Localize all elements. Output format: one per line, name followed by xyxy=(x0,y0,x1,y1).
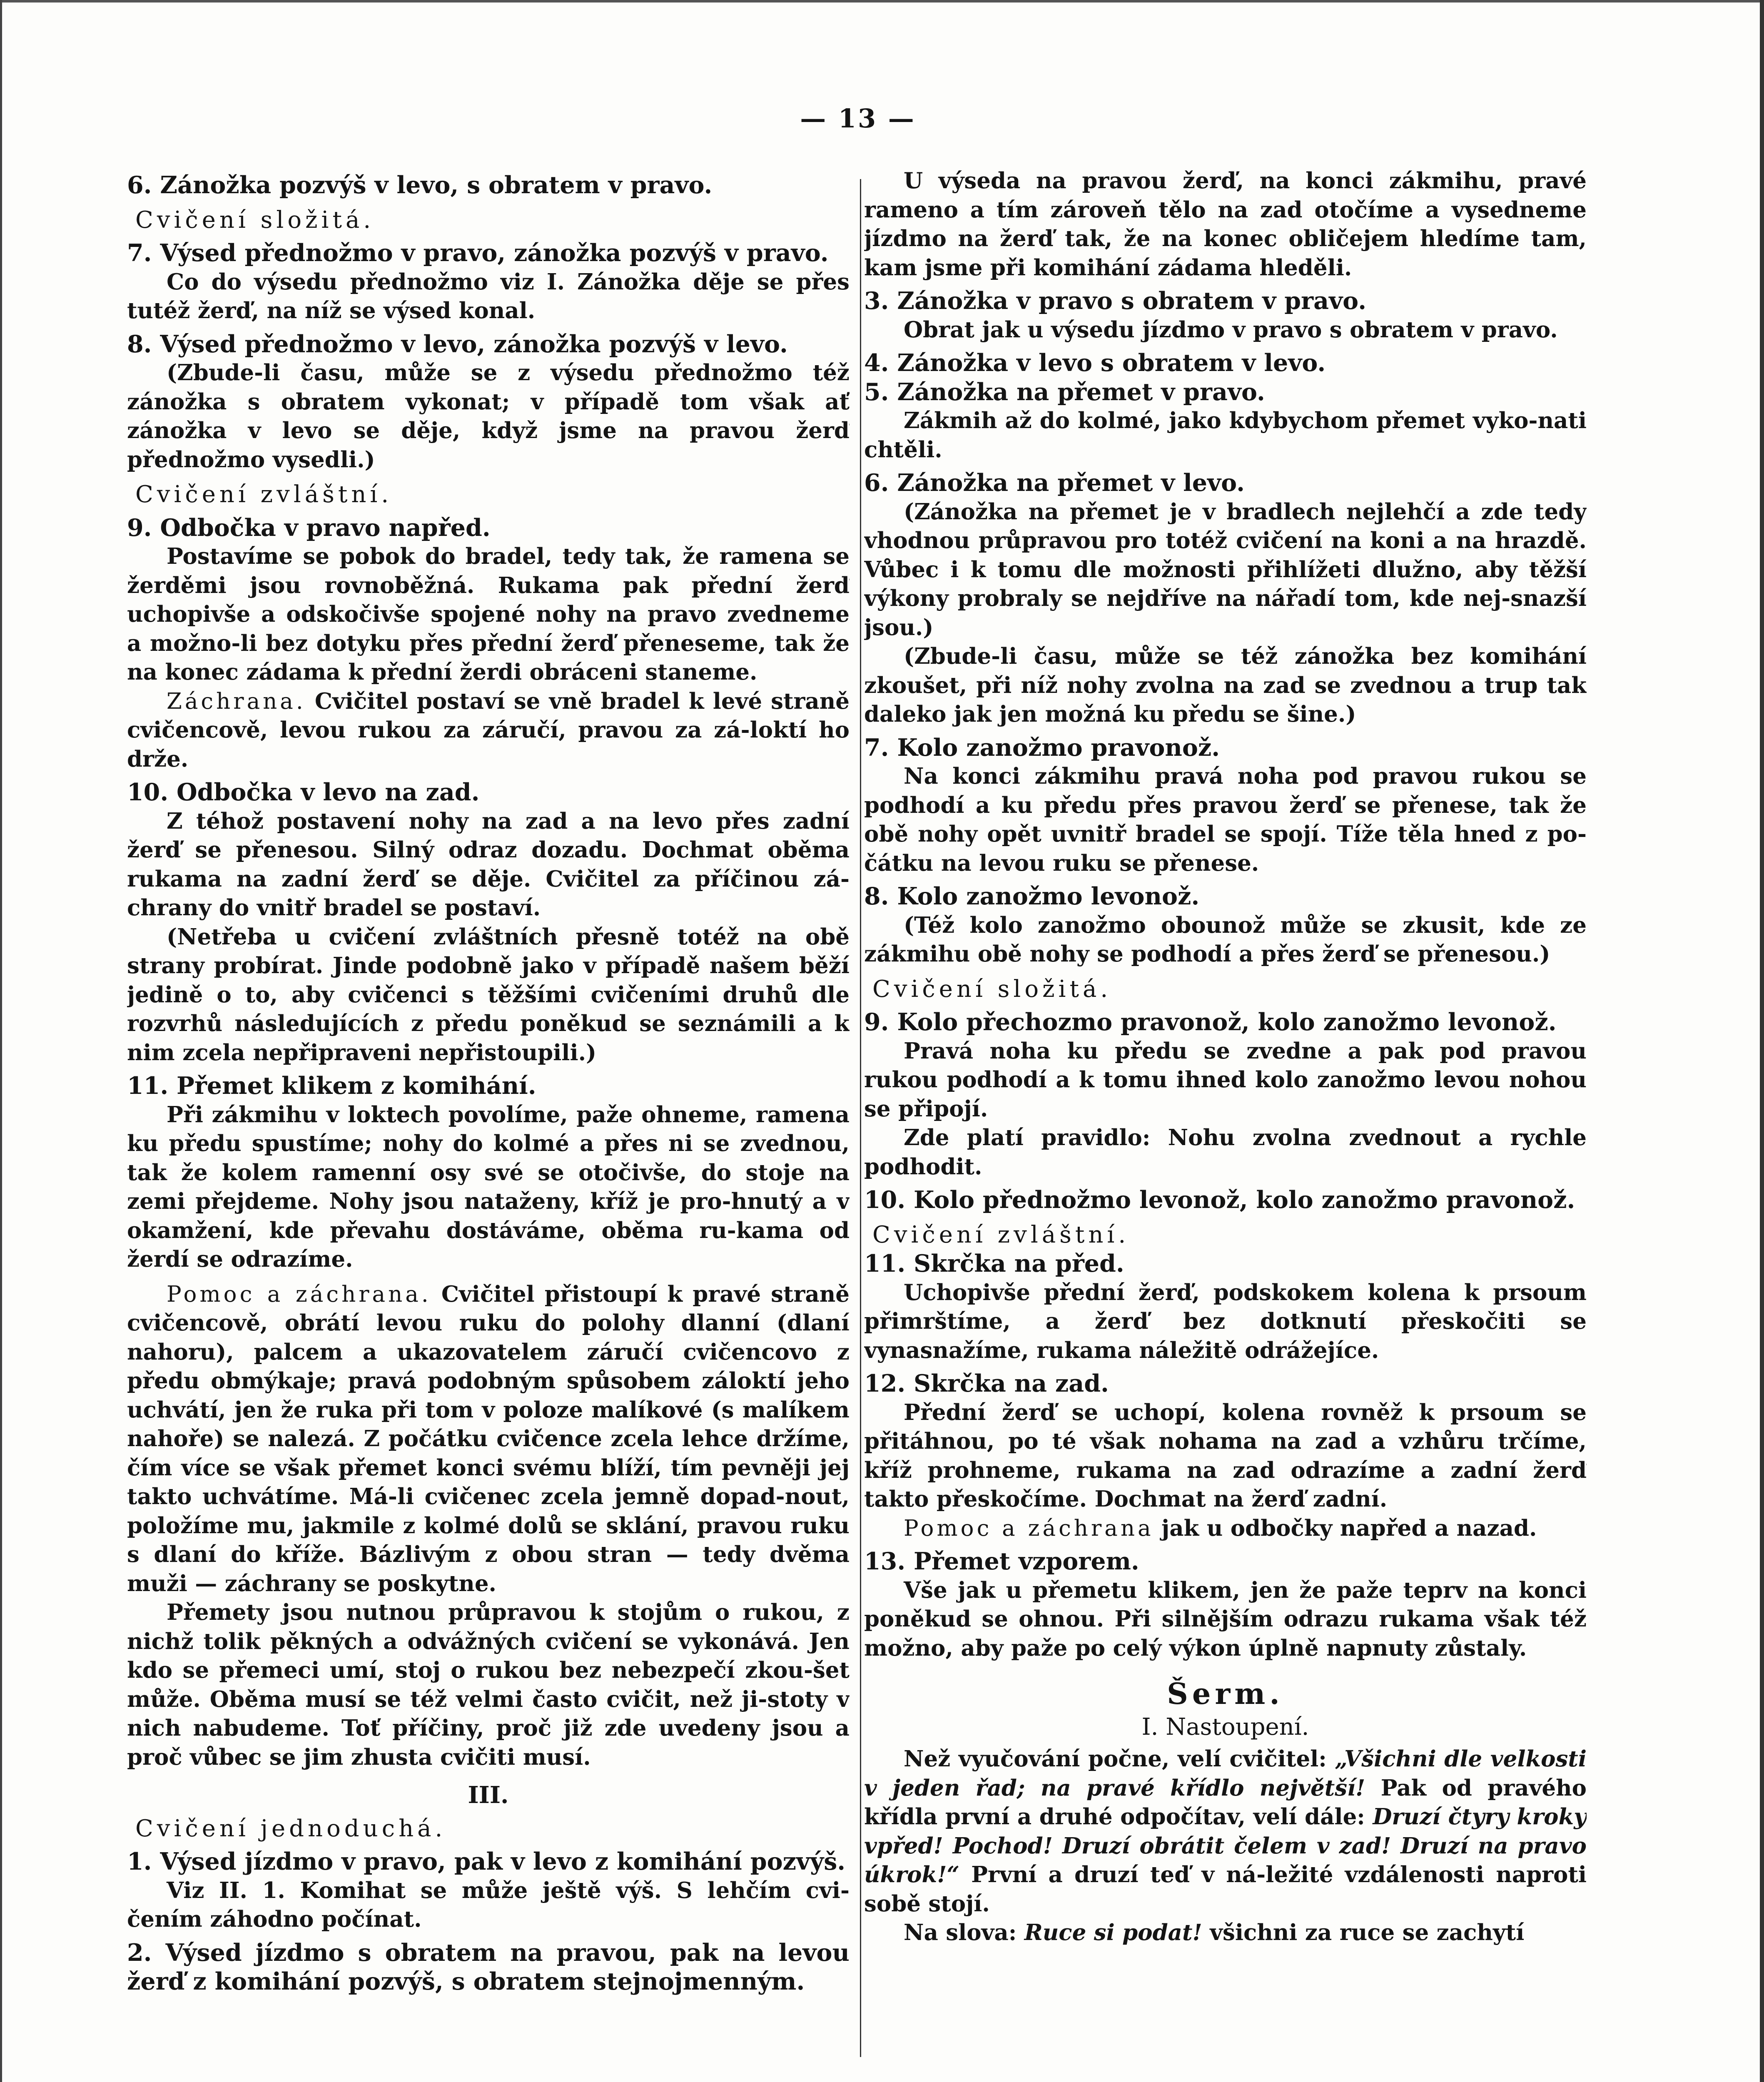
paragraph: Obrat jak u výsedu jízdmo v pravo s obratem v pravo. xyxy=(904,316,1558,343)
paragraph: (Zánožka na přemet je v bradlech nejlehčí a zde tedy vhodnou průpravou pro totéž cvičení na koni a na hrazdě. Vůbec i k tomu dle možnosti přihlížeti dlužno, aby těžší výkony probraly se nejdříve na nářadí tom, kde nej-snazší jsou.) xyxy=(864,498,1587,640)
exercise-heading: 6. Zánožka pozvýš v levo, s obratem v pravo. xyxy=(127,171,713,199)
exercise-heading: 11. Přemet klikem z komihání. xyxy=(127,1072,536,1100)
paragraph: Viz II. 1. Komihat se může ještě výš. S lehčím cvi-čením záhodno počínat. xyxy=(127,1877,850,1932)
paragraph: (Též kolo zanožmo obounož může se zkusit, kde ze zákmihu obě nohy se podhodí a přes žerď se přenesou.) xyxy=(864,912,1587,967)
scan-mark-right xyxy=(1760,0,1764,2082)
paragraph-text: všichni za ruce se zachytí xyxy=(1210,1920,1525,1945)
paragraph: U výseda na pravou žerď, na konci zákmihu, pravé rameno a tím zároveň tělo na zad otočíme a vysedneme jízdmo na žerď tak, že na konec obličejem hledíme tam, kam jsme při komihání zádama hleděli. xyxy=(864,168,1587,281)
chapter-subtitle: I. Nastoupení. xyxy=(1141,1713,1309,1741)
page-number: — 13 — xyxy=(800,103,916,134)
exercise-heading: 8. Výsed přednožmo v levo, zánožka pozvýš v levo. xyxy=(127,330,788,358)
exercise-heading: 10. Kolo přednožmo levonož, kolo zanožmo pravonož. xyxy=(864,1186,1575,1214)
column-divider xyxy=(860,179,861,2057)
paragraph: Přemety jsou nutnou průpravou k stojům o rukou, z nichž tolik pěkných a odvážných cvičení se vykonává. Jen kdo se přemeci umí, stoj o rukou bez nebezpečí zkou-šet může. Oběma musí se též velmi často cvičit, než ji-stoty v nich nabudeme. Toť příčiny, proč již zde uvedeny jsou a proč vůbec se jim zhusta cvičiti musí. xyxy=(127,1599,850,1770)
paragraph: Na konci zákmihu pravá noha pod pravou rukou se podhodí a ku předu přes pravou žerď se přenese, tak že obě nohy opět uvnitř bradel se spojí. Tíže těla hned z po-čátku na levou ruku se přenese. xyxy=(864,763,1587,876)
paragraph: Při zákmihu v loktech povolíme, paže ohneme, ramena ku předu spustíme; nohy do kolmé a přes ni se zvednou, tak že kolem ramenní osy své se otočivše, do stoje na zemi přejdeme. Nohy jsou nataženy, kříž je pro-hnutý a v okamžení, kde převahu dostáváme, oběma ru-kama od žerdí se odrazíme. xyxy=(127,1101,850,1272)
section-heading: Cvičení zvláštní. xyxy=(872,1221,1130,1248)
command-text: „Všichni dle velkosti v jeden řad; na pravé křídlo největší! xyxy=(864,1746,1587,1801)
paragraph-text: jak u odbočky napřed a nazad. xyxy=(1161,1515,1537,1541)
paragraph: Uchopivše přední žerď, podskokem kolena k prsoum přimrštíme, a žerď bez dotknutí přeskočiti se vynasnažíme, rukama náležitě odrážejíce. xyxy=(864,1279,1587,1363)
exercise-heading: 7. Výsed přednožmo v pravo, zánožka pozvýš v pravo. xyxy=(127,239,829,267)
paragraph: (Zbude-li času, může se z výsedu přednožmo též zánožka s obratem vykonat; v případě tom však ať zánožka v levo se děje, když jsme na pravou žerď přednožmo vysedli.) xyxy=(127,360,850,473)
section-heading: Cvičení složitá. xyxy=(872,975,1112,1003)
spaced-label: Záchrana. xyxy=(167,688,306,714)
paragraph xyxy=(864,1514,1587,1543)
paragraph-text: Než vyučování počne, velí cvičitel: xyxy=(904,1746,1327,1772)
paragraph xyxy=(864,1745,1587,1918)
exercise-heading: 9. Kolo přechozmo pravonož, kolo zanožmo levonož. xyxy=(864,1008,1557,1036)
paragraph: Vše jak u přemetu klikem, jen že paže teprv na konci poněkud se ohnou. Při silnějším odrazu rukama však též možno, aby paže po celý výkon úplně napnuty zůstaly. xyxy=(864,1577,1587,1661)
paragraph-text: Cvičitel přistoupí k pravé straně cvičencově, obrátí levou ruku do polohy dlanní (dlaní nahoru), palcem a ukazovatelem záručí cvičencovo z předu obmýkaje; pravá podobným spůsobem záloktí jeho uchvátí, jen že ruka při tom v poloze malíkové (s malíkem nahoře) se nalezá. Z počátku cvičence zcela lehce držíme, čím více se však přemet konci svému blíží, tím pevněji jej takto uchvátíme. Má-li cvičenec zcela jemně dopad-nout, položíme mu, jakmile z kolmé dolů se sklání, pravou ruku s dlaní do kříže. Bázlivým z obou stran — tedy dvěma muži — záchrany se poskytne. xyxy=(127,1281,850,1596)
section-heading: Cvičení jednoduchá. xyxy=(135,1815,446,1842)
paragraph-text: Pak od pravého křídla první a druhé odpočítav, velí dále: xyxy=(864,1775,1587,1830)
paragraph xyxy=(127,687,850,774)
paragraph: Zákmih až do kolmé, jako kdybychom přemet vyko-nati chtěli. xyxy=(864,408,1587,463)
exercise-heading: 13. Přemet vzporem. xyxy=(864,1547,1139,1575)
paragraph: Co do výsedu přednožmo viz I. Zánožka děje se přes tutéž žerď, na níž se výsed konal. xyxy=(127,269,850,324)
chapter-title: Šerm. xyxy=(1167,1676,1284,1711)
exercise-heading: 2. Výsed jízdmo s obratem na pravou, pak na levou žerď z komihání pozvýš, s obratem stejnojmenným. xyxy=(127,1938,850,1995)
paragraph xyxy=(127,1280,850,1599)
spaced-label: Pomoc a záchrana xyxy=(904,1515,1154,1541)
section-heading: Cvičení složitá. xyxy=(135,206,375,234)
scan-mark-left xyxy=(0,0,2,2082)
exercise-heading: 4. Zánožka v levo s obratem v levo. xyxy=(864,349,1326,377)
roman-heading: III. xyxy=(468,1781,509,1809)
exercise-heading: 5. Zánožka na přemet v pravo. xyxy=(864,378,1265,406)
spaced-label: Pomoc a záchrana. xyxy=(167,1281,431,1307)
exercise-heading: 9. Odbočka v pravo napřed. xyxy=(127,513,491,542)
paragraph: Pravá noha ku předu se zvedne a pak pod pravou rukou podhodí a k tomu ihned kolo zanožmo levou nohou se připojí. xyxy=(864,1038,1587,1122)
right-column xyxy=(864,167,1587,2082)
paragraph: (Zbude-li času, může se též zánožka bez komihání zkoušet, při níž nohy zvolna na zad se zvednou a trup tak daleko jak jen možná ku předu se šine.) xyxy=(864,643,1587,727)
paragraph-text: Na slova: xyxy=(904,1920,1017,1945)
exercise-heading: 1. Výsed jízdmo v pravo, pak v levo z komihání pozvýš. xyxy=(127,1848,846,1875)
paragraph-text: Cvičitel postaví se vně bradel k levé straně cvičencově, levou rukou za záručí, pravou za zá-loktí ho drže. xyxy=(127,688,850,772)
paragraph: Postavíme se pobok do bradel, tedy tak, že ramena se žerděmi jsou rovnoběžná. Rukama pak přední žerď uchopivše a odskočivše spojené nohy na pravo zvedneme a možno-li bez dotyku přes přední žerď přeneseme, tak že na konec zádama k přední žerdi obráceni staneme. xyxy=(127,543,850,685)
exercise-heading: 3. Zánožka v pravo s obratem v pravo. xyxy=(864,287,1367,315)
paragraph: Zde platí pravidlo: Nohu zvolna zvednout a rychle podhodit. xyxy=(864,1125,1587,1180)
exercise-heading: 7. Kolo zanožmo pravonož. xyxy=(864,733,1220,762)
exercise-heading: 8. Kolo zanožmo levonož. xyxy=(864,882,1200,910)
command-text: Druzí čtyry kroky vpřed! Pochod! Druzí obrátit čelem v zad! Druzí na pravo úkrok!“ xyxy=(864,1804,1587,1888)
paragraph: Přední žerď se uchopí, kolena rovněž k prsoum se přitáhnou, po té však nohama na zad a vzhůru trčíme, kříž prohneme, rukama na zad odrazíme a zadní žerď takto přeskočíme. Dochmat na žerď zadní. xyxy=(864,1399,1587,1512)
paragraph-text: První a druzí teď v ná-ležité vzdálenosti naproti sobě stojí. xyxy=(864,1862,1587,1917)
left-column xyxy=(127,167,850,2082)
command-text: Ruce si podat! xyxy=(1024,1920,1202,1945)
scan-mark-top xyxy=(0,0,1764,2)
paragraph: Z téhož postavení nohy na zad a na levo přes zadní žerď se přenesou. Silný odraz dozadu. Dochmat oběma rukama na zadní žerď se děje. Cvičitel za příčinou zá-chrany do vnitř bradel se postaví. xyxy=(127,808,850,921)
exercise-heading: 12. Skrčka na zad. xyxy=(864,1370,1109,1397)
exercise-heading: 10. Odbočka v levo na zad. xyxy=(127,778,480,806)
exercise-heading: 11. Skrčka na před. xyxy=(864,1250,1124,1278)
paragraph xyxy=(864,1918,1587,1948)
section-heading: Cvičení zvláštní. xyxy=(135,481,393,508)
paragraph: (Netřeba u cvičení zvláštních přesně totéž na obě strany probírat. Jinde podobně jako v případě našem běží jedině o to, aby cvičenci s těžšími cvičeními druhů dle rozvrhů následujících z předu poněkud se seznámili a k nim zcela nepřipraveni nepřistoupili.) xyxy=(127,924,850,1066)
exercise-heading: 6. Zánožka na přemet v levo. xyxy=(864,469,1245,497)
